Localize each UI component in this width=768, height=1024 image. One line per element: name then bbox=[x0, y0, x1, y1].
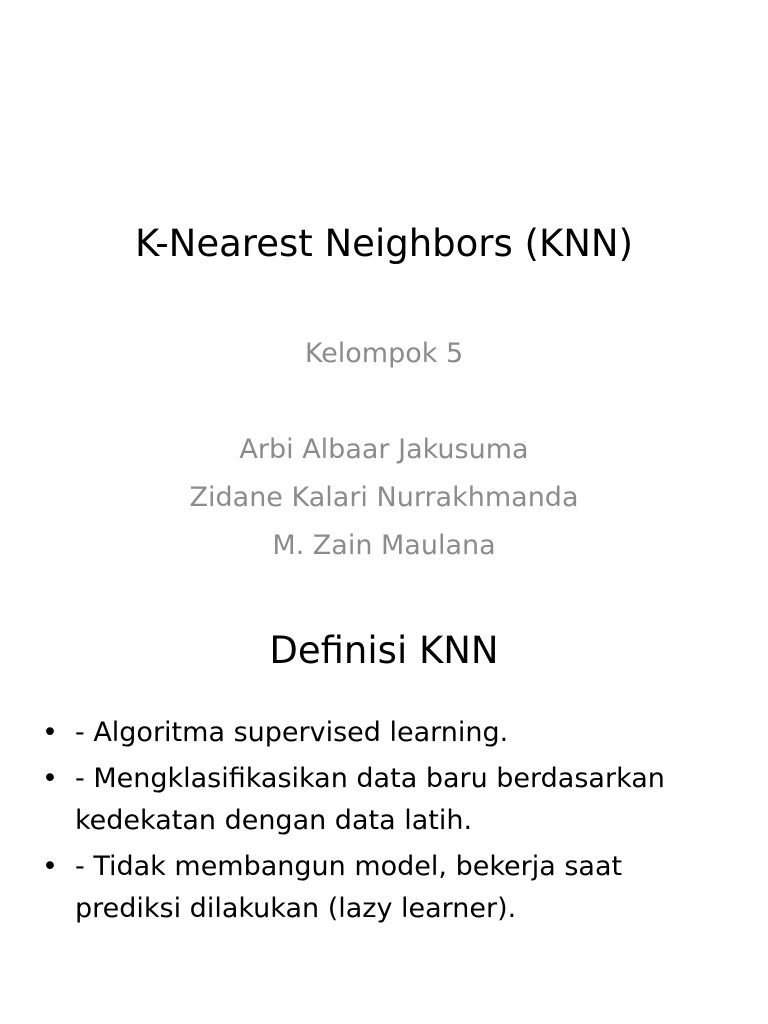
bullet-item bbox=[40, 712, 730, 754]
bullet-dot-icon: • bbox=[42, 851, 58, 882]
definition-slide bbox=[0, 600, 768, 1024]
member-name: M. Zain Maulana bbox=[272, 530, 496, 561]
bullet-item bbox=[40, 758, 730, 842]
bullet-dot-icon: • bbox=[42, 717, 58, 748]
group-name: Kelompok 5 bbox=[304, 338, 464, 369]
bullet-text: - Mengklasifikasikan data baru berdasarkan kedekatan dengan data latih. bbox=[75, 763, 665, 836]
member-name: Zidane Kalari Nurrakhmanda bbox=[189, 482, 579, 513]
bullet-item bbox=[40, 846, 730, 930]
member-name: Arbi Albaar Jakusuma bbox=[239, 434, 529, 465]
subtitle-spacer bbox=[0, 378, 768, 426]
bullet-text: - Tidak membangun model, bekerja saat prediksi dilakukan (lazy learner). bbox=[75, 851, 623, 924]
bullet-text: - Algoritma supervised learning. bbox=[75, 717, 509, 748]
slide-title: K-Nearest Neighbors (KNN) bbox=[134, 222, 634, 265]
bullet-list bbox=[40, 712, 730, 934]
bullet-dot-icon: • bbox=[42, 763, 58, 794]
section-title: Definisi KNN bbox=[269, 629, 499, 672]
subtitle-block bbox=[0, 330, 768, 570]
